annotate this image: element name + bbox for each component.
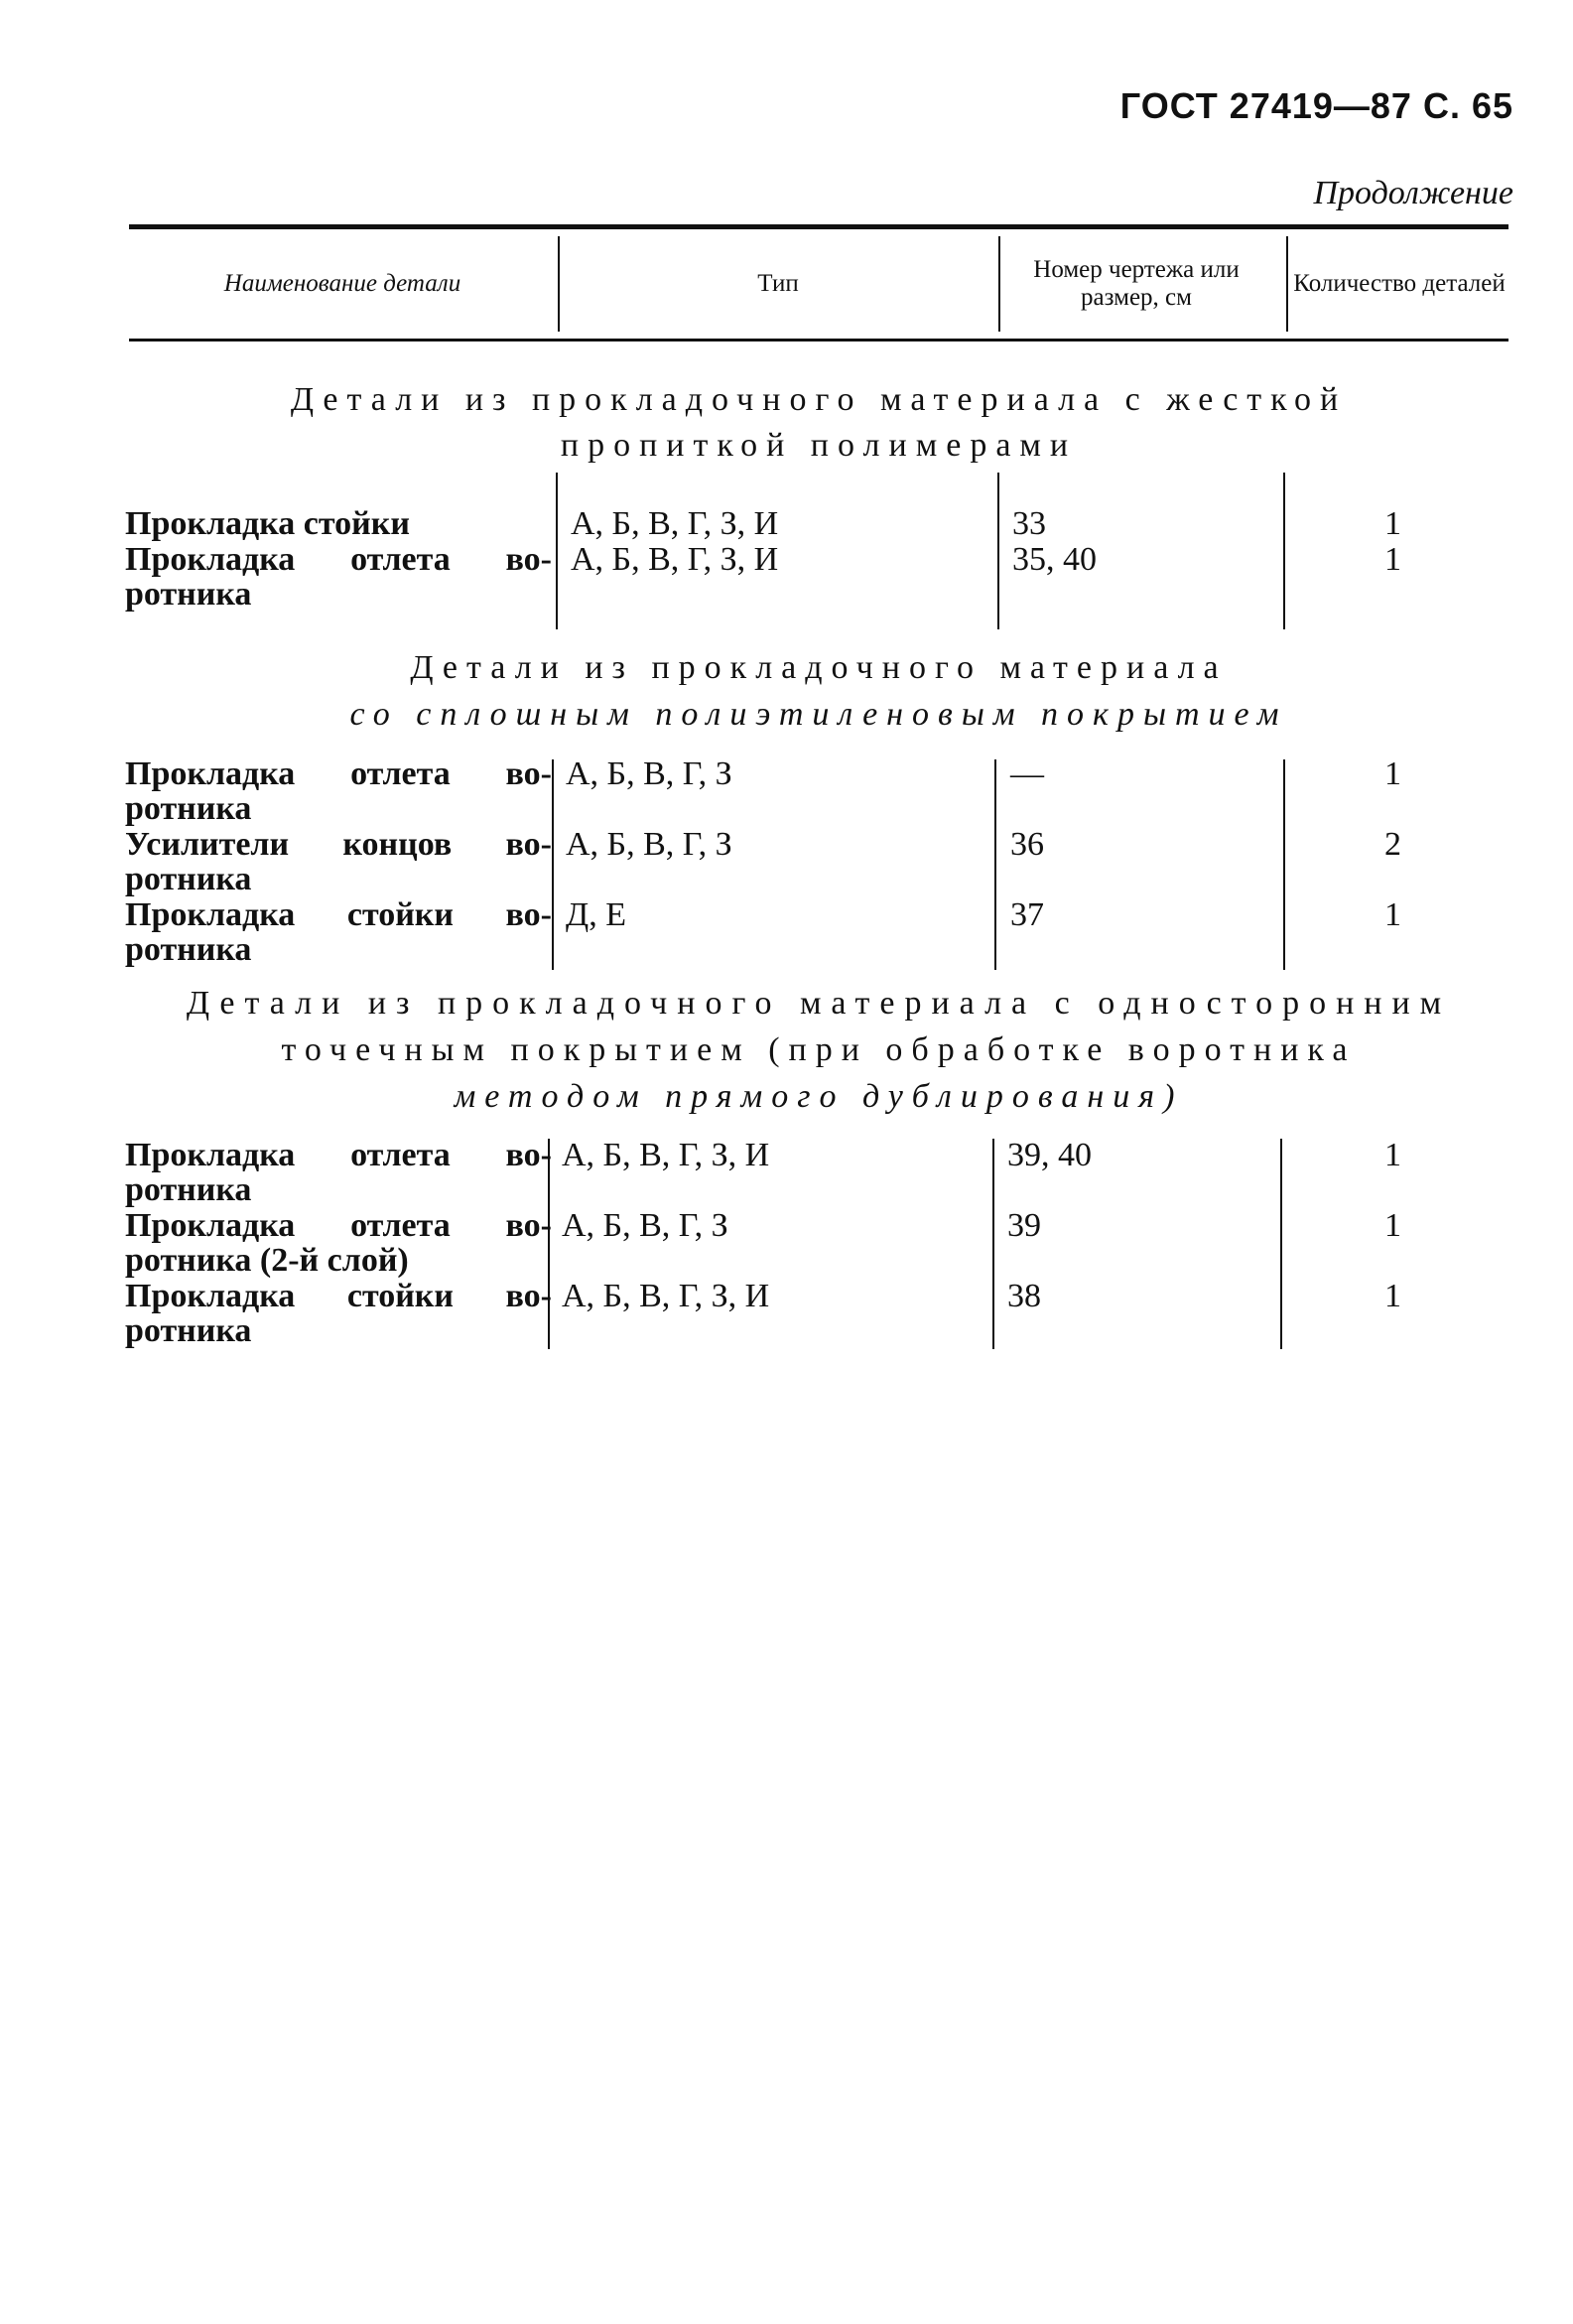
drawing-number: 36 (1010, 826, 1044, 863)
section-title: Детали из прокладочного материала (410, 649, 1228, 686)
detail-name: Усилители концов во- ротника (125, 826, 552, 897)
column-divider (552, 759, 554, 970)
column-divider (994, 759, 996, 970)
drawing-number: 35, 40 (1012, 541, 1097, 578)
drawing-number: 37 (1010, 896, 1044, 933)
detail-name: Прокладка стойки (125, 505, 410, 542)
quantity: 1 (1384, 755, 1401, 792)
column-divider (1283, 473, 1285, 629)
page-header: ГОСТ 27419—87 С. 65 (1119, 85, 1513, 126)
detail-type: Д, Е (566, 896, 626, 933)
header-divider (998, 236, 1000, 332)
detail-type: А, Б, В, Г, З, И (571, 505, 779, 542)
quantity: 1 (1384, 1207, 1401, 1244)
drawing-number: 39, 40 (1007, 1137, 1092, 1173)
column-header-drawing: Номер чертежа или размер, см (1033, 256, 1240, 311)
section-title: Детали из прокладочного материала с односторонним (186, 985, 1452, 1022)
quantity: 1 (1384, 1278, 1401, 1314)
column-divider (1280, 1139, 1282, 1349)
quantity: 1 (1384, 505, 1401, 542)
detail-type: А, Б, В, Г, З (566, 826, 732, 863)
quantity: 1 (1384, 541, 1401, 578)
drawing-number: 38 (1007, 1278, 1041, 1314)
section-title: со сплошным полиэтиленовым покрытием (349, 696, 1288, 733)
header-divider (1286, 236, 1288, 332)
section-title: Детали из прокладочного материала с жесткой (290, 381, 1348, 418)
table-header-rule (129, 339, 1508, 342)
detail-name: Прокладка отлета во- ротника (125, 541, 552, 613)
column-divider (992, 1139, 994, 1349)
detail-name: Прокладка отлета во- ротника (125, 1137, 552, 1208)
section-title: методом прямого дублирования) (454, 1078, 1184, 1115)
detail-name: Прокладка стойки во- ротника (125, 1278, 552, 1349)
quantity: 1 (1384, 1137, 1401, 1173)
column-divider (997, 473, 999, 629)
drawing-number: — (1010, 755, 1044, 792)
detail-name: Прокладка отлета во- ротника (2-й слой) (125, 1207, 552, 1279)
column-header-type: Тип (757, 270, 799, 297)
drawing-number: 39 (1007, 1207, 1041, 1244)
section-title: пропиткой полимерами (560, 427, 1078, 464)
detail-type: А, Б, В, Г, З (562, 1207, 728, 1244)
column-header-name: Наименование детали (223, 270, 461, 297)
detail-type: А, Б, В, Г, З (566, 755, 732, 792)
detail-type: А, Б, В, Г, З, И (571, 541, 779, 578)
detail-type: А, Б, В, Г, З, И (562, 1137, 770, 1173)
detail-name: Прокладка отлета во- ротника (125, 755, 552, 827)
column-divider (1283, 759, 1285, 970)
drawing-number: 33 (1012, 505, 1046, 542)
column-divider (556, 473, 558, 629)
quantity: 2 (1384, 826, 1401, 863)
section-title: точечным покрытием (при обработке воротника (281, 1031, 1357, 1068)
quantity: 1 (1384, 896, 1401, 933)
detail-name: Прокладка стойки во- ротника (125, 896, 552, 968)
column-header-quantity: Количество деталей (1293, 270, 1506, 297)
detail-type: А, Б, В, Г, З, И (562, 1278, 770, 1314)
continuation-label: Продолжение (1313, 175, 1513, 211)
